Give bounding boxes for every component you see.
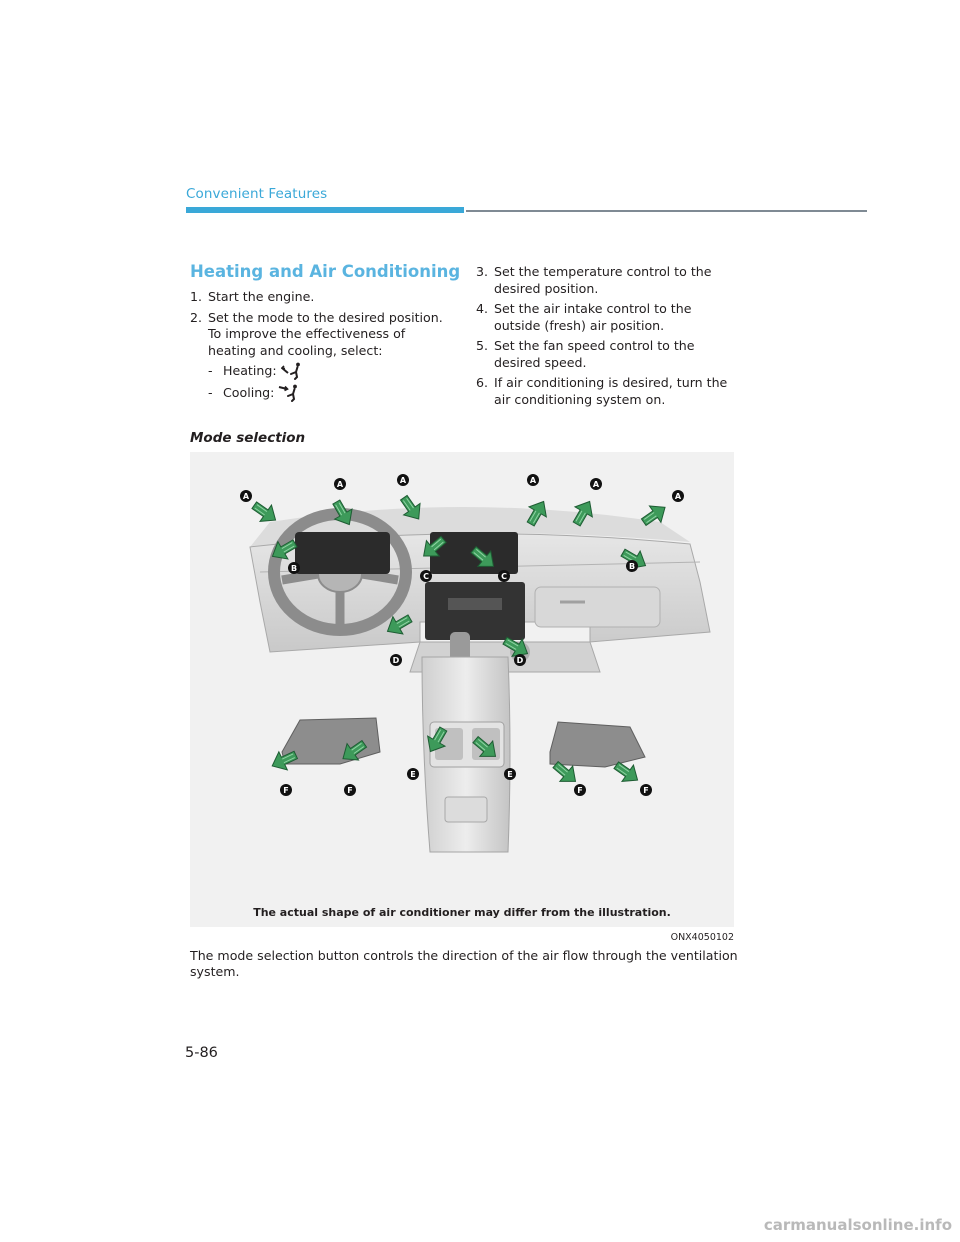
svg-text:E: E — [410, 770, 416, 779]
step-item — [476, 338, 738, 371]
step-text: Set the mode to the desired position. — [208, 309, 443, 325]
figure-code: ONX4050102 — [670, 932, 734, 943]
svg-text:D: D — [516, 656, 524, 665]
step-text: Set the air intake control to the outside (fresh) air position. — [494, 301, 692, 333]
step-number: 3. — [476, 264, 489, 279]
cooling-label: Cooling: — [223, 384, 275, 400]
step-text: Start the engine. — [208, 289, 315, 304]
left-column — [190, 262, 461, 407]
header-rule — [466, 210, 867, 212]
mode-description: The mode selection button controls the direction of the air flow through the ventilation system. — [190, 948, 738, 979]
step-item — [190, 289, 452, 306]
svg-text:E: E — [507, 770, 513, 779]
instrument-cluster — [295, 532, 390, 574]
step-text: Set the fan speed control to the desired speed. — [494, 338, 695, 370]
step-item — [476, 301, 738, 334]
heating-label: Heating: — [223, 362, 277, 378]
svg-text:A: A — [242, 492, 250, 501]
cooling-option — [208, 383, 452, 403]
svg-text:F: F — [577, 786, 583, 795]
climate-panel — [425, 582, 525, 640]
svg-text:F: F — [643, 786, 649, 795]
steps-list — [190, 289, 452, 403]
svg-text:B: B — [628, 562, 636, 571]
section-header-title: Convenient Features — [186, 186, 328, 202]
watermark: carmanualsonline.info — [763, 1216, 952, 1234]
step-number: 6. — [476, 375, 489, 390]
svg-text:A: A — [674, 492, 682, 501]
step-text: If air conditioning is desired, turn the air conditioning system on. — [494, 375, 728, 407]
svg-text:C: C — [423, 572, 429, 581]
tip-text: To improve the effectiveness of heating and cooling, select: — [208, 326, 406, 358]
svg-text:D: D — [392, 656, 400, 665]
dash-marker: - — [208, 384, 213, 400]
right-column — [476, 264, 738, 412]
step-item — [476, 375, 738, 408]
step-text: Set the temperature control to the desired position. — [494, 264, 712, 296]
figure-caption: The actual shape of air conditioner may differ from the illustration. — [253, 906, 671, 919]
step-number: 1. — [190, 289, 203, 304]
step-number: 4. — [476, 301, 489, 316]
dashboard-vent-diagram — [190, 452, 734, 927]
vent-label-a — [240, 474, 684, 502]
vent-illustration — [190, 452, 734, 927]
svg-text:F: F — [347, 786, 353, 795]
svg-text:B: B — [290, 564, 298, 573]
mode-selection-heading: Mode selection — [190, 430, 306, 446]
svg-text:A: A — [529, 476, 537, 485]
right-floor-duct — [550, 722, 645, 767]
step-item — [476, 264, 738, 297]
face-vent-icon — [278, 384, 300, 402]
svg-text:F: F — [283, 786, 289, 795]
svg-text:A: A — [399, 476, 407, 485]
svg-text:A: A — [592, 480, 600, 489]
floor-heat-icon — [281, 362, 303, 380]
page-number: 5-86 — [185, 1045, 218, 1061]
header-rule-accent — [186, 207, 464, 213]
step-item — [190, 310, 452, 404]
step-number: 2. — [190, 309, 203, 325]
svg-text:A: A — [336, 480, 344, 489]
glove-box — [535, 587, 660, 627]
step-number: 5. — [476, 338, 489, 353]
heating-option — [208, 361, 452, 381]
svg-text:C: C — [501, 572, 507, 581]
dash-marker: - — [208, 362, 213, 378]
section-title: Heating and Air Conditioning — [190, 262, 461, 281]
